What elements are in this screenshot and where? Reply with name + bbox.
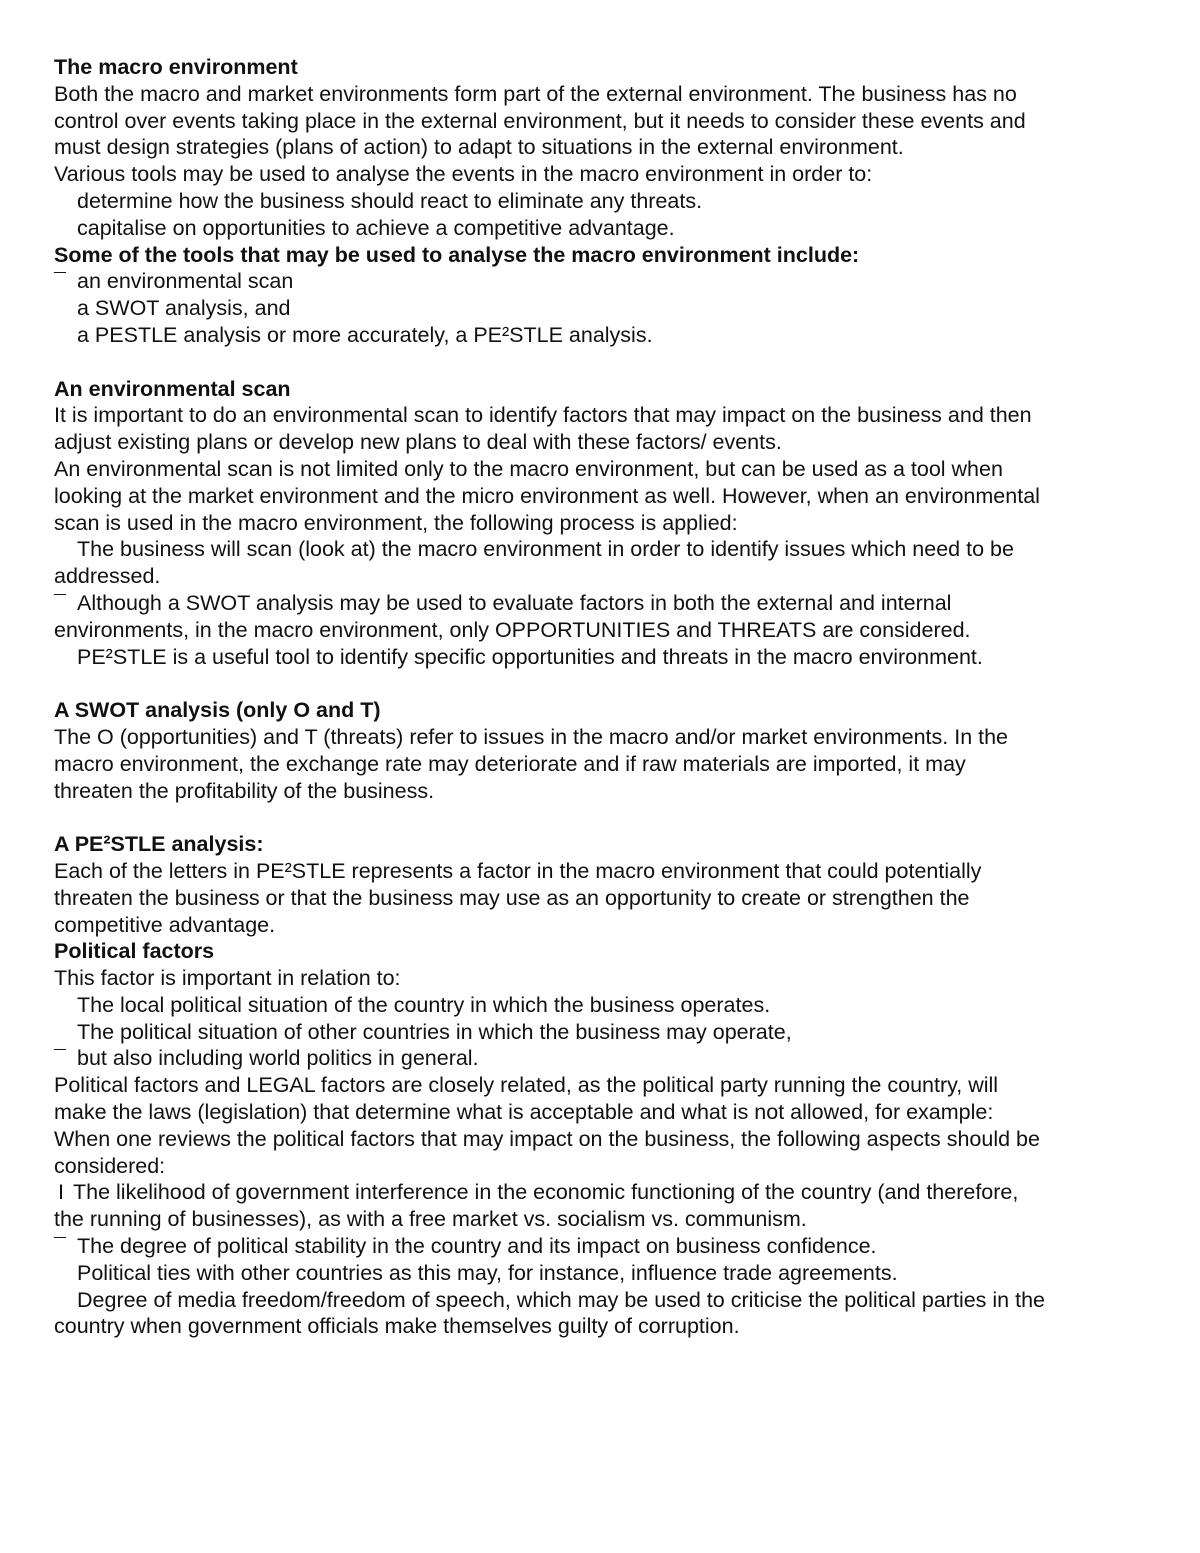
list-item: [54, 1179, 1164, 1206]
list-item-text: an environmental scan: [77, 269, 294, 294]
text-line: scan is used in the macro environment, the following process is applied:: [54, 510, 738, 535]
text-line: must design strategies (plans of action) to adapt to situations in the external environment.: [54, 135, 904, 160]
spacer: [54, 670, 1164, 697]
text-line: An environmental scan is not limited only to the macro environment, but can be used as a tool when: [54, 456, 1003, 481]
text-line: addressed.: [54, 564, 161, 589]
text-line: control over events taking place in the external environment, but it needs to consider these events and: [54, 108, 1026, 133]
list-item: determine how the business should react to eliminate any threats.: [77, 188, 703, 213]
text-line: Both the macro and market environments form part of the external environment. The business has no: [54, 81, 1017, 106]
dash-bullet: ¯: [54, 1234, 66, 1259]
list-item: The business will scan (look at) the macro environment in order to identify issues which need to be: [77, 537, 1014, 562]
list-item: [54, 1045, 1164, 1072]
list-item-text: The likelihood of government interference in the economic functioning of the country (and therefore,: [73, 1180, 1019, 1205]
spacer: [54, 349, 1164, 376]
text-line: macro environment, the exchange rate may deteriorate and if raw materials are imported, it may: [54, 751, 966, 776]
heading-environmental-scan: An environmental scan: [54, 376, 291, 401]
text-line: the running of businesses), as with a free market vs. socialism vs. communism.: [54, 1207, 807, 1232]
text-line: Each of the letters in PE²STLE represents a factor in the macro environment that could potentially: [54, 858, 982, 883]
heading-macro-environment: The macro environment: [54, 55, 298, 79]
text-line: looking at the market environment and the micro environment as well. However, when an environmental: [54, 483, 1040, 508]
list-item: [54, 1233, 1164, 1260]
dash-bullet: ¯: [54, 590, 66, 615]
bar-bullet: I: [58, 1180, 64, 1205]
list-item: Degree of media freedom/freedom of speech, which may be used to criticise the political parties in the: [77, 1287, 1045, 1312]
subheading-tools: Some of the tools that may be used to analyse the macro environment include:: [54, 242, 860, 267]
list-item: PE²STLE is a useful tool to identify specific opportunities and threats in the macro environment.: [77, 644, 983, 669]
text-line: country when government officials make themselves guilty of corruption.: [54, 1314, 740, 1339]
subheading-political-factors: Political factors: [54, 939, 215, 964]
list-item: capitalise on opportunities to achieve a competitive advantage.: [77, 215, 675, 240]
text-line: threaten the business or that the business may use as an opportunity to create or strengthen the: [54, 885, 970, 910]
text-line: When one reviews the political factors that may impact on the business, the following aspects should be: [54, 1126, 1040, 1151]
list-item: a SWOT analysis, and: [77, 296, 291, 321]
text-line: threaten the profitability of the business.: [54, 778, 435, 803]
document-page: [54, 54, 1164, 1340]
text-line: make the laws (legislation) that determine what is acceptable and what is not allowed, for example:: [54, 1100, 994, 1125]
text-line: This factor is important in relation to:: [54, 966, 401, 991]
text-line: adjust existing plans or develop new plans to deal with these factors/ events.: [54, 430, 782, 455]
text-line: considered:: [54, 1153, 166, 1178]
text-line: It is important to do an environmental scan to identify factors that may impact on the business and then: [54, 403, 1032, 428]
list-item: [54, 268, 1164, 295]
list-item: Political ties with other countries as this may, for instance, influence trade agreements.: [77, 1260, 898, 1285]
list-item: [54, 590, 1164, 617]
list-item: The local political situation of the country in which the business operates.: [77, 992, 771, 1017]
text-line: environments, in the macro environment, only OPPORTUNITIES and THREATS are considered.: [54, 617, 971, 642]
list-item: The political situation of other countries in which the business may operate,: [77, 1019, 792, 1044]
list-item-text: but also including world politics in general.: [77, 1046, 479, 1071]
heading-pestle-analysis: A PE²STLE analysis:: [54, 832, 264, 857]
text-line: Political factors and LEGAL factors are closely related, as the political party running the country, will: [54, 1073, 999, 1098]
list-item: a PESTLE analysis or more accurately, a PE²STLE analysis.: [77, 322, 653, 347]
spacer: [54, 804, 1164, 831]
list-item-text: Although a SWOT analysis may be used to evaluate factors in both the external and internal: [77, 590, 952, 615]
dash-bullet: ¯: [54, 269, 66, 294]
list-item-text: The degree of political stability in the country and its impact on business confidence.: [77, 1234, 877, 1259]
text-line: competitive advantage.: [54, 912, 276, 937]
dash-bullet: ¯: [54, 1046, 66, 1071]
heading-swot-analysis: A SWOT analysis (only O and T): [54, 698, 381, 723]
text-line: The O (opportunities) and T (threats) refer to issues in the macro and/or market environments. In the: [54, 724, 1009, 749]
text-line: Various tools may be used to analyse the events in the macro environment in order to:: [54, 162, 873, 187]
